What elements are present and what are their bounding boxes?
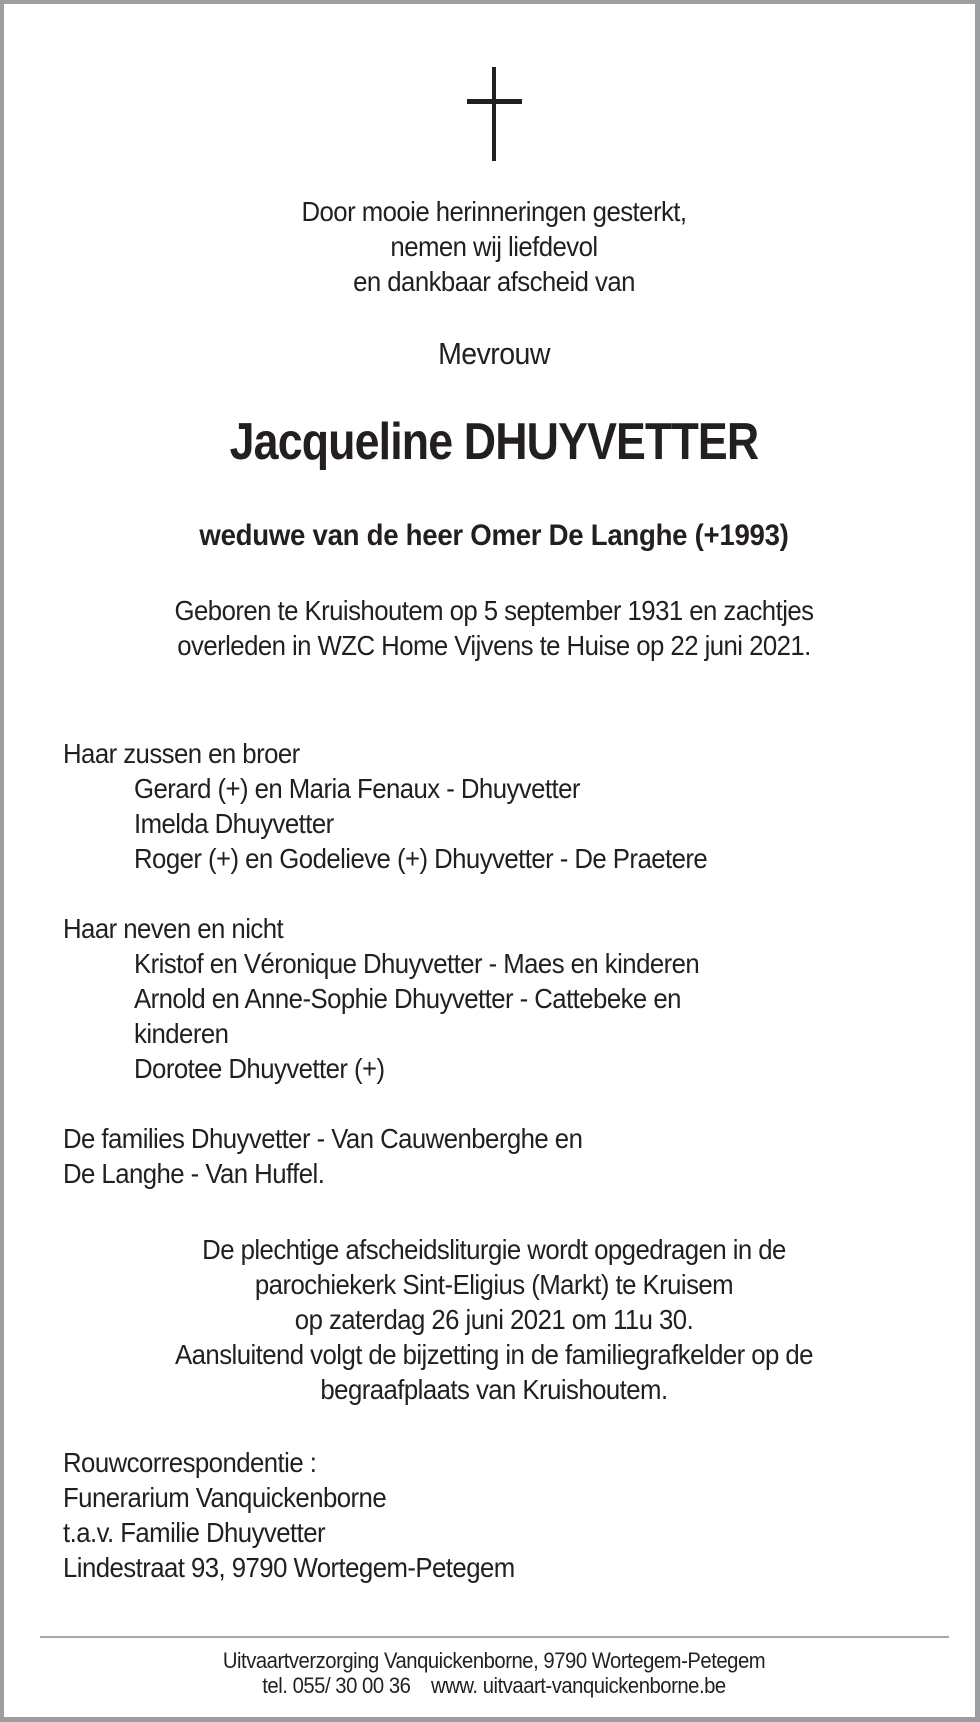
ceremony-line: De plechtige afscheidsliturgie wordt opgedragen in de <box>202 1234 786 1265</box>
families-line-2: De Langhe - Van Huffel. <box>63 1158 325 1189</box>
sibling-item: Imelda Dhuyvetter <box>134 808 334 839</box>
ceremony-line: parochiekerk Sint-Eligius (Markt) te Kruisem <box>254 1269 734 1300</box>
nephews-heading: Haar neven en nicht <box>63 913 284 944</box>
nephew-item: Dorotee Dhuyvetter (+) <box>134 1053 385 1084</box>
widow-of: weduwe van de heer Omer De Langhe (+1993) <box>199 519 789 552</box>
ceremony-line: begraafplaats van Kruishoutem. <box>320 1374 668 1405</box>
intro-line-1: Door mooie herinneringen gesterkt, <box>301 196 687 227</box>
families-line-1: De families Dhuyvetter - Van Cauwenberghe en <box>63 1123 583 1154</box>
footer-contact: tel. 055/ 30 00 36 www. uitvaart-vanquickenborne.be <box>262 1673 726 1698</box>
sibling-item: Gerard (+) en Maria Fenaux - Dhuyvetter <box>134 773 580 804</box>
ceremony-line: op zaterdag 26 juni 2021 om 11u 30. <box>294 1304 694 1335</box>
correspondence-line: Funerarium Vanquickenborne <box>63 1482 387 1513</box>
correspondence-line: t.a.v. Familie Dhuyvetter <box>63 1517 326 1548</box>
sibling-item: Roger (+) en Godelieve (+) Dhuyvetter - De Praetere <box>134 843 708 874</box>
life-line-2: overleden in WZC Home Vijvens te Huise op 22 juni 2021. <box>177 630 811 661</box>
intro-line-3: en dankbaar afscheid van <box>353 266 635 297</box>
nephew-item: Kristof en Véronique Dhuyvetter - Maes en kinderen <box>134 948 700 979</box>
footer-company: Uitvaartverzorging Vanquickenborne, 9790 Wortegem-Petegem <box>222 1648 766 1673</box>
correspondence-heading: Rouwcorrespondentie : <box>63 1447 317 1478</box>
correspondence-address: Lindestraat 93, 9790 Wortegem-Petegem <box>63 1552 515 1583</box>
siblings-heading: Haar zussen en broer <box>63 738 300 769</box>
cross-icon <box>492 67 496 161</box>
nephew-item: kinderen <box>134 1018 229 1049</box>
footer-divider <box>40 1636 949 1638</box>
nephew-item: Arnold en Anne-Sophie Dhuyvetter - Cattebeke en <box>134 983 681 1014</box>
life-line-1: Geboren te Kruishoutem op 5 september 1931 en zachtjes <box>174 595 814 626</box>
ceremony-line: Aansluitend volgt de bijzetting in de familiegrafkelder op de <box>175 1339 813 1370</box>
cross-icon-bar <box>467 99 522 104</box>
deceased-name: Jacqueline DHUYVETTER <box>229 413 759 471</box>
title: Mevrouw <box>438 336 550 371</box>
intro-line-2: nemen wij liefdevol <box>390 231 598 262</box>
